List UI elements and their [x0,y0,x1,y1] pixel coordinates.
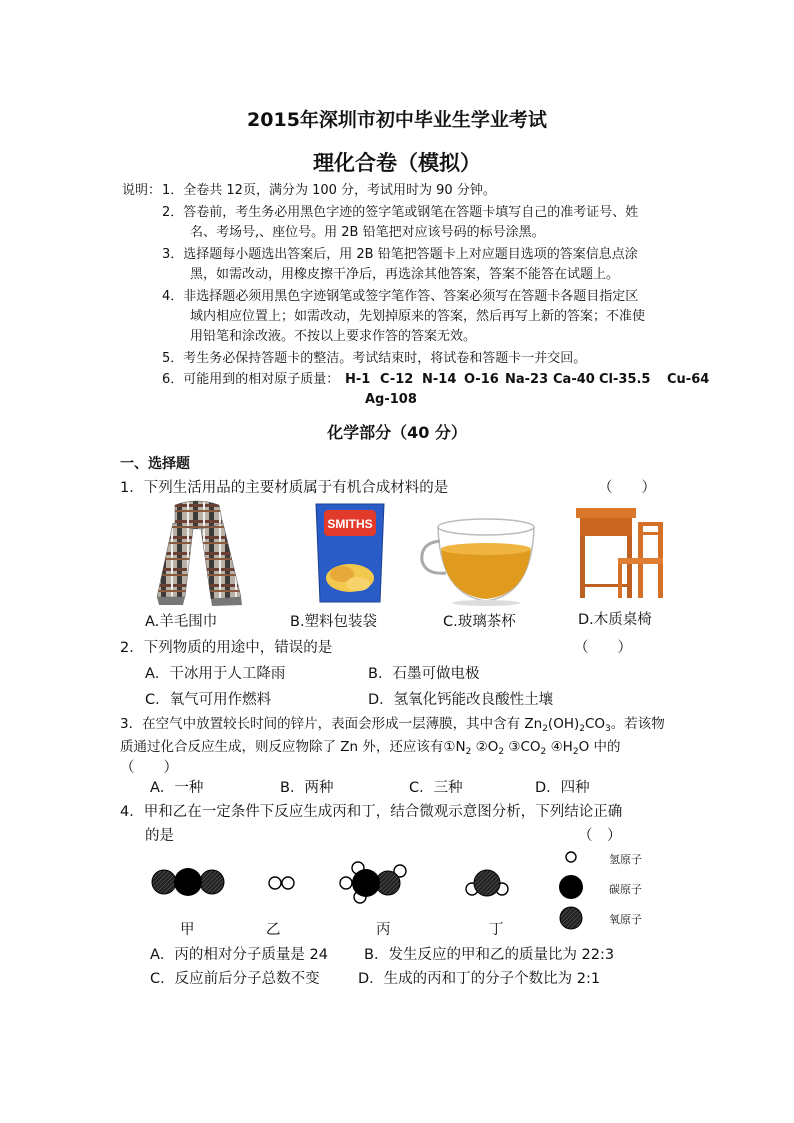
q4-option-b: B．发生反应的甲和乙的质量比为 22:3 [364,947,615,963]
instruction-line: 域内相应位置上；如需改动，先划掉原来的答案，然后再写上新的答案；不准使 [190,309,646,324]
atomic-mass: O-16 [464,372,499,387]
question-4-stem-line-2: 的是 [145,828,174,844]
answer-paren: （ ） [574,640,632,656]
atomic-mass: H-1 [345,372,371,387]
wool-scarf-image [145,497,250,607]
hydrogen-atom-symbol [566,852,576,862]
question-3-line-2: 质通过化合反应生成，则反应物除了 Zn 外，还应该有$①N_2$ $②O_2$ $③CO_2$ $④H_2O$ 中的 [120,739,621,757]
molecule-label-jia: 甲 [180,922,195,938]
instruction-line: 名、考场号,、座位号。用 2B 铅笔把对应该号码的标号涂黑。 [190,225,545,240]
question-2-stem: 2．下列物质的用途中，错误的是 [120,640,333,656]
q3-option-d: D．四种 [535,780,590,796]
q3-option-a: A．一种 [150,780,204,796]
answer-paren: （ ） [578,828,622,844]
atom-legend [559,852,583,929]
q2-option-a: A．干冰用于人工降雨 [145,666,286,682]
atomic-mass: Cl-35.5 [599,372,651,387]
question-1-stem: 1．下列生活用品的主要材质属于有机合成材料的是 [120,480,449,496]
q1-option-a: A.羊毛围巾 [145,614,218,630]
oxygen-atom-symbol [560,907,582,929]
instruction-line: Ag-108 [365,392,417,407]
wooden-desk-chair-image [572,500,667,602]
exam-subtitle: 理化合卷（模拟） [313,151,481,175]
plastic-bag-image [310,500,390,606]
molecule-label-bing: 丙 [376,922,391,938]
molecule-bing [340,862,406,903]
molecule-diagram [140,845,660,935]
part-heading: 一、选择题 [120,456,190,472]
molecule-ding-h2o [466,870,508,896]
q4-option-c: C．反应前后分子总数不变 [150,971,320,987]
instruction-line: 黑，如需改动，用橡皮擦干净后，再选涂其他答案，答案不能答在试题上。 [190,267,620,282]
legend-oxygen-label: 氧原子 [609,913,642,926]
atomic-mass: C-12 [380,372,414,387]
instruction-line: 6．可能用到的相对原子质量： [162,372,340,387]
exam-title: 2015年深圳市初中毕业生学业考试 [247,109,547,131]
q4-option-a: A．丙的相对分子质量是 24 [150,947,328,963]
molecule-label-ding: 丁 [489,922,504,938]
atomic-mass: Cu-64 [667,372,710,387]
q1-option-b: B.塑料包装袋 [290,614,378,630]
answer-paren: （ ） [120,760,178,776]
q1-option-c: C.玻璃茶杯 [443,614,516,630]
instruction-line: 3．选择题每小题选出答案后，用 2B 铅笔把答题卡上对应题目选项的答案信息点涂 [162,247,638,262]
molecule-label-yi: 乙 [266,922,281,938]
q3-option-c: C．三种 [409,780,463,796]
bag-brand-text: SMITHS [327,517,373,531]
q2-option-c: C．氧气可用作燃料 [145,692,272,708]
legend-carbon-label: 碳原子 [609,883,642,896]
question-3-line-1: 3．在空气中放置较长时间的锌片，表面会形成一层薄膜，其中含有 $Zn_2(OH)_2CO_3$。若该物 [120,716,665,734]
instruction-line: 2．答卷前，考生务必用黑色字迹的签字笔或钢笔在答题卡填写自己的准考证号、姓 [162,205,639,220]
q2-option-d: D．氢氧化钙能改良酸性土壤 [368,692,554,708]
q1-option-d: D.木质桌椅 [578,612,652,628]
carbon-atom-symbol [559,875,583,899]
question-4-stem-line-1: 4．甲和乙在一定条件下反应生成丙和丁，结合微观示意图分析，下列结论正确 [120,804,623,820]
q2-option-b: B．石墨可做电极 [368,666,480,682]
instruction-line: 4．非选择题必须用黑色字迹钢笔或签字笔作答、答案必须写在答题卡各题目指定区 [162,289,639,304]
glass-cup-image [418,515,538,607]
atomic-mass: Ca-40 [553,372,595,387]
q3-option-b: B．两种 [280,780,334,796]
answer-paren: （ ） [598,480,656,496]
section-heading: 化学部分（40 分） [327,423,467,442]
molecule-yi-h2 [269,877,294,889]
instruction-line: 5．考生务必保持答题卡的整洁。考试结束时，将试卷和答题卡一并交回。 [162,351,587,366]
q4-option-d: D．生成的丙和丁的分子个数比为 2:1 [358,971,601,987]
instructions-label: 说明： [122,183,162,198]
atomic-mass: N-14 [422,372,457,387]
instruction-line: 用铅笔和涂改液。不按以上要求作答的答案无效。 [190,329,477,344]
atomic-mass: Na-23 [505,372,549,387]
molecule-jia-co2 [152,868,224,896]
legend-hydrogen-label: 氢原子 [609,853,642,866]
instruction-line: 1．全卷共 12页，满分为 100 分，考试用时为 90 分钟。 [162,183,496,198]
